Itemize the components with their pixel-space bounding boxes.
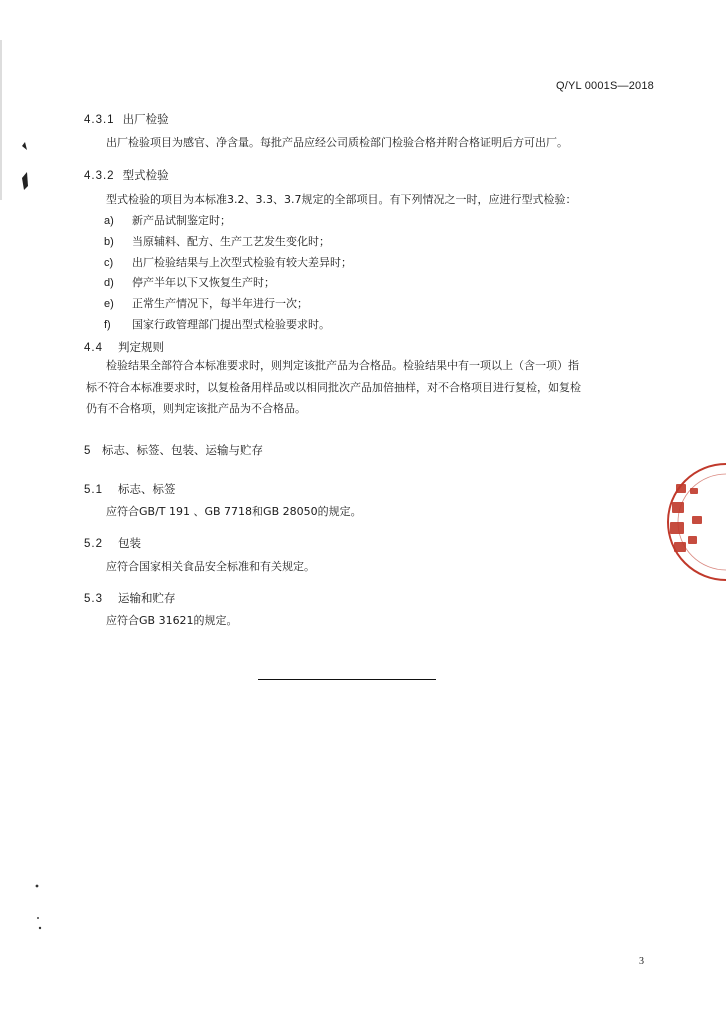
list-marker: d) [104,277,114,290]
list-marker: f) [104,318,111,331]
section-4-3-2-heading [84,167,169,183]
section-title: 标志、标签、包装、运输与贮存 [102,443,263,457]
section-title: 运输和贮存 [118,591,176,605]
list-item [104,315,352,336]
section-5-1-heading [84,481,176,497]
list-item [104,294,352,315]
section-5-3-heading [84,590,176,606]
list-marker: c) [104,256,114,269]
list-marker: a) [104,215,114,227]
list-item-text: 停产半年以下又恢复生产时； [132,276,275,290]
page-number: 3 [639,956,644,967]
list-item-text: 国家行政管理部门提出型式检验要求时。 [132,317,330,331]
section-number: 5 [84,445,92,457]
document-code: Q/YL 0001S—2018 [556,80,654,92]
section-number: 5.3 [84,593,103,605]
list-item [104,253,352,274]
list-item-text: 当原辅料、配方、生产工艺发生变化时； [132,234,330,248]
section-5-2-body: 应符合国家相关食品安全标准和有关规定。 [106,560,315,573]
section-number: 5.1 [84,484,103,496]
scan-margin-marks [0,0,60,1024]
list-marker: e) [104,298,114,311]
section-4-3-2-body: 型式检验的项目为本标准3.2、3.3、3.7规定的全部项目。有下列情况之一时，应进行型式检验： [106,193,577,206]
section-5-3-body: 应符合GB 31621的规定。 [106,614,238,627]
list-item [104,232,352,253]
list-item-text: 正常生产情况下，每半年进行一次； [132,297,308,311]
list-item-text: 出厂检验结果与上次型式检验有较大差异时； [132,255,352,269]
section-4-3-1-heading [84,111,169,127]
section-title: 判定规则 [118,340,164,354]
section-4-4-heading [84,339,164,355]
section-number: 4.3.1 [84,114,115,126]
type-inspection-conditions-list [104,211,352,336]
list-marker: b) [104,235,114,248]
section-number: 4.4 [84,342,103,354]
section-title: 出厂检验 [122,112,169,126]
section-title: 标志、标签 [118,482,176,496]
section-title: 型式检验 [122,168,169,182]
judgement-rule-line-1: 检验结果全部符合本标准要求时，则判定该批产品为合格品。检验结果中有一项以上（含一项）指 [106,359,579,372]
section-5-2-heading [84,535,141,551]
section-number: 5.2 [84,538,103,550]
company-seal [646,458,726,588]
end-of-document-rule [258,679,436,680]
list-item-text: 新产品试制鉴定时； [132,214,231,227]
section-5-1-body: 应符合GB/T 191 、GB 7718和GB 28050的规定。 [106,505,362,518]
section-title: 包装 [118,536,141,550]
list-item [104,273,352,294]
judgement-rule-line-3: 仍有不合格项，则判定该批产品为不合格品。 [86,402,306,415]
chapter-5-heading [84,442,263,458]
list-item [104,211,352,232]
judgement-rule-line-2: 标不符合本标准要求时，以复检备用样品或以相同批次产品加倍抽样，对不合格项目进行复检，如复检 [86,381,581,394]
section-4-3-1-body: 出厂检验项目为感官、净含量。每批产品应经公司质检部门检验合格并附合格证明后方可出厂。 [106,136,568,149]
section-number: 4.3.2 [84,170,115,182]
